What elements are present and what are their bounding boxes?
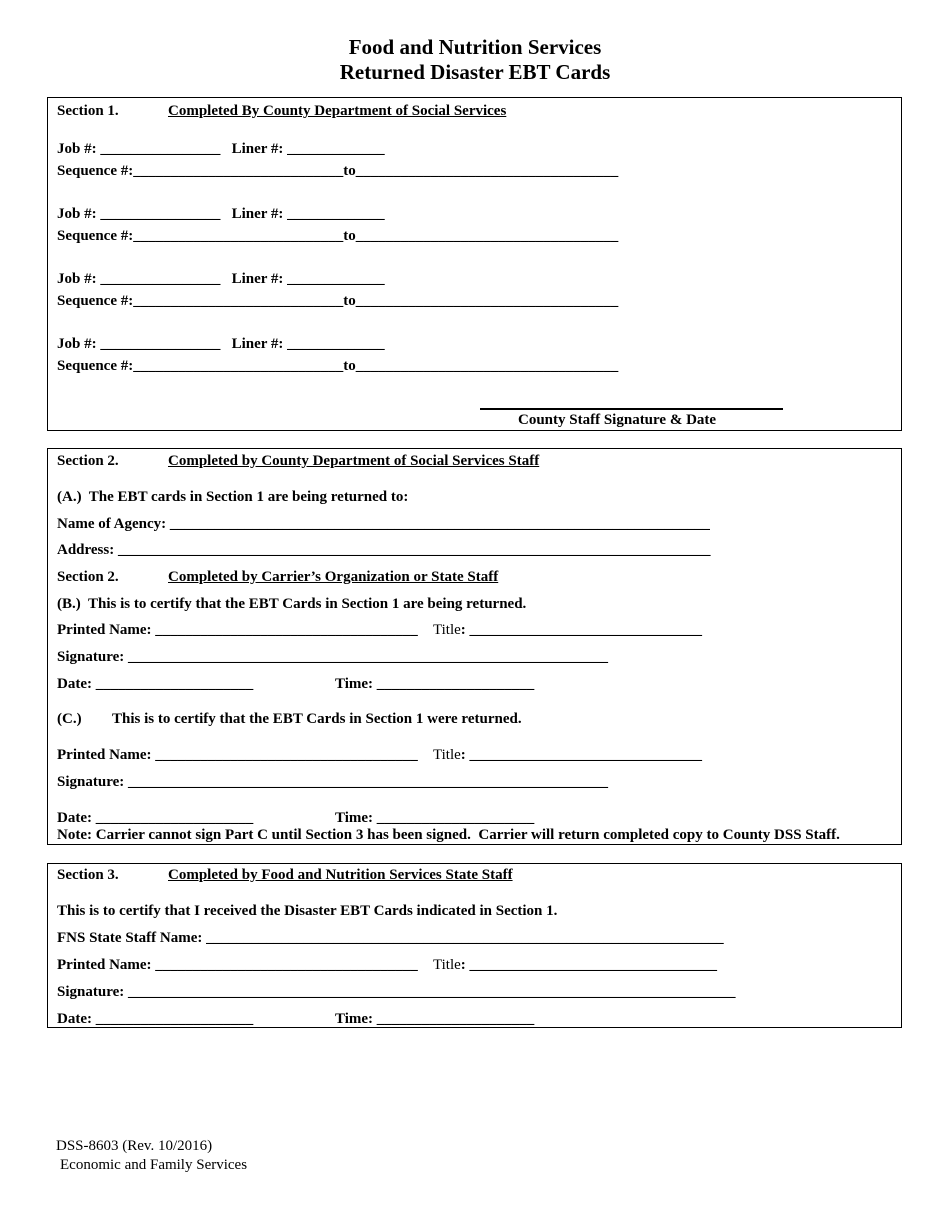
section-3-certify-text: This is to certify that I received the Disaster EBT Cards indicated in Section 1.	[57, 903, 558, 919]
part-b-text: (B.) This is to certify that the EBT Cards in Section 1 are being returned.	[57, 596, 527, 612]
section-2-label: Section 2.	[57, 453, 119, 469]
part-a-text: (A.) The EBT cards in Section 1 are being returned to:	[57, 489, 409, 505]
section-2-box	[47, 448, 902, 845]
part-c-title-field[interactable]	[433, 746, 702, 764]
section-3-printed-name-field[interactable]: Printed Name: ___________________________________	[57, 957, 418, 973]
section-1-label: Section 1.	[57, 103, 119, 119]
form-title-line2: Returned Disaster EBT Cards	[339, 60, 611, 84]
sequence-line-1[interactable]: Sequence #:____________________________to___________________________________	[57, 163, 619, 179]
sequence-line-2[interactable]: Sequence #:____________________________to___________________________________	[57, 228, 619, 244]
section-3-label: Section 3.	[57, 867, 119, 883]
section-3-title-field[interactable]	[433, 956, 717, 974]
agency-name-field[interactable]: Name of Agency: ________________________________________________________________________	[57, 516, 710, 532]
part-c-text: This is to certify that the EBT Cards in Section 1 were returned.	[112, 711, 522, 727]
section-2-carrier-heading: Completed by Carrier’s Organization or State Staff	[168, 569, 499, 585]
part-b-time-field[interactable]: Time: _____________________	[335, 676, 535, 692]
part-b-date-field[interactable]: Date: _____________________	[57, 676, 254, 692]
section-3-date-field[interactable]: Date: _____________________	[57, 1011, 254, 1027]
section-1-box	[47, 97, 902, 431]
part-c-title-label: Title	[433, 747, 461, 763]
sequence-line-4[interactable]: Sequence #:____________________________to___________________________________	[57, 358, 619, 374]
county-signature-caption: County Staff Signature & Date	[518, 412, 717, 428]
section-3-title-label: Title	[433, 957, 461, 973]
address-field[interactable]: Address: _______________________________________________________________________________	[57, 542, 711, 558]
part-c-signature-field[interactable]: Signature: ________________________________________________________________	[57, 774, 608, 790]
section-2-carrier-label: Section 2.	[57, 569, 119, 585]
section-3-box	[47, 863, 902, 1028]
part-c-label: (C.)	[57, 711, 82, 727]
section-2-heading: Completed by County Department of Social Services Staff	[168, 453, 540, 469]
part-b-signature-field[interactable]: Signature: ________________________________________________________________	[57, 649, 608, 665]
section-1-heading: Completed By County Department of Social Services	[168, 103, 507, 119]
county-signature-line[interactable]	[480, 408, 783, 410]
part-b-printed-name-field[interactable]: Printed Name: ___________________________________	[57, 622, 418, 638]
fns-staff-name-field[interactable]: FNS State Staff Name: _____________________________________________________________________	[57, 930, 724, 946]
job-liner-line-3[interactable]: Job #: ________________ Liner #: _____________	[57, 271, 385, 287]
sequence-line-3[interactable]: Sequence #:____________________________to___________________________________	[57, 293, 619, 309]
part-c-date-field[interactable]: Date: _____________________	[57, 810, 254, 826]
part-b-title-label: Title	[433, 622, 461, 638]
job-liner-line-4[interactable]: Job #: ________________ Liner #: _____________	[57, 336, 385, 352]
part-c-title-blank[interactable]: : _______________________________	[460, 747, 703, 763]
form-number: DSS-8603 (Rev. 10/2016)	[56, 1138, 213, 1154]
form-title-line1: Food and Nutrition Services	[348, 35, 602, 59]
job-liner-line-1[interactable]: Job #: ________________ Liner #: _____________	[57, 141, 385, 157]
part-c-printed-name-field[interactable]: Printed Name: ___________________________________	[57, 747, 418, 763]
section-3-signature-field[interactable]: Signature: _________________________________________________________________________________	[57, 984, 736, 1000]
section-3-time-field[interactable]: Time: _____________________	[335, 1011, 535, 1027]
part-b-title-blank[interactable]: : _______________________________	[460, 622, 703, 638]
division-name: Economic and Family Services	[60, 1157, 248, 1173]
part-b-title-field[interactable]	[433, 621, 702, 639]
section-3-title-blank[interactable]: : _________________________________	[460, 957, 718, 973]
section-3-heading: Completed by Food and Nutrition Services State Staff	[168, 867, 513, 883]
job-liner-line-2[interactable]: Job #: ________________ Liner #: _____________	[57, 206, 385, 222]
carrier-note: Note: Carrier cannot sign Part C until Section 3 has been signed. Carrier will return completed copy to County DSS Staff.	[57, 827, 840, 843]
part-c-time-field[interactable]: Time: _____________________	[335, 810, 535, 826]
